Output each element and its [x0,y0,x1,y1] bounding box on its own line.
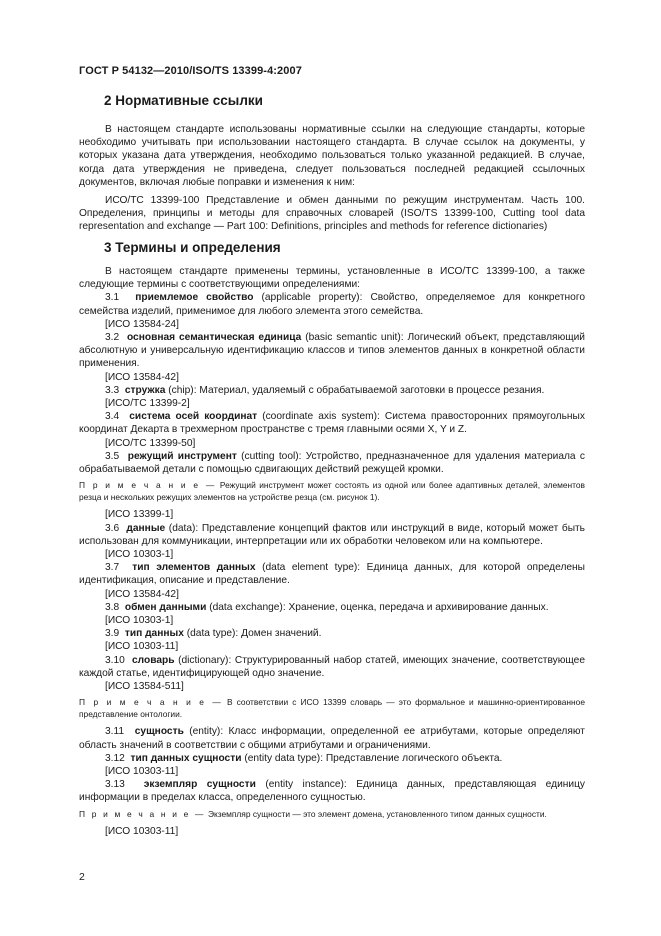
term-number: 3.6 [105,522,120,534]
term-definition [79,654,585,680]
term-note [79,480,585,503]
term-source-reference: [ИСО 10303-1] [105,549,174,561]
term-number: 3.5 [105,450,120,462]
term-entry [79,627,585,653]
term-source-reference: [ИСО/ТС 13399-2] [105,398,190,410]
note-label: П р и м е ч а н и е — [79,808,206,819]
term-description: (data): Представление концепций фактов или инструкций в виде, который может быть использован для коммуникации, интерпретации или их обработки человеком или на компьютере. [79,522,585,547]
term-source-reference: [ИСО 10303-11] [105,641,179,653]
term-name: сущность [134,726,184,738]
note-label: П р и м е ч а н и е — [79,480,217,491]
term-name: система осей координат [129,411,258,423]
term-description: (entity): Класс информации, определенной ее атрибутами, которые определяют область значений в соответствии с общими атрибутами и ограничениями. [79,726,585,751]
term-description: (coordinate axis system): Система правосторонних прямоугольных координат Декарта в трехмерном пространстве с тремя главными осями X, Y и Z. [79,411,585,436]
term-description: (applicable property): Свойство, определяемое для конкретного семейства изделий, применимое для любого элемента этого семейства. [79,292,585,317]
section-3-body [79,265,585,838]
term-definition [79,627,585,640]
term-definition [79,291,585,317]
term-definition [79,725,585,751]
term-description: (data element type): Единица данных, для которой определены идентификация, описание и представление. [79,562,586,587]
term-note [79,809,585,821]
term-entry [79,778,585,838]
term-name: обмен данными [124,601,207,613]
term-entry [79,291,585,331]
term-entry [79,654,585,721]
term-description: (data type): Домен значений. [186,628,322,640]
term-definition [79,410,585,436]
term-number: 3.8 [105,601,120,613]
term-definition [79,752,585,765]
term-number: 3.10 [105,654,125,666]
term-number: 3.7 [105,562,120,574]
term-definition [79,450,585,476]
term-description: (dictionary): Структурированный набор статей, имеющих значение, соответствующее каждой статье, идентифицирующей одно значение. [79,654,585,679]
section-2-body [79,123,585,234]
terms-list [79,291,585,838]
term-number: 3.9 [105,628,120,640]
term-source-reference: [ИСО 10303-1] [105,615,174,627]
term-note [79,697,585,720]
term-description: (entity data type): Представление логического объекта. [244,752,503,764]
term-number: 3.11 [105,726,125,738]
term-number: 3.3 [105,384,120,396]
term-description: (entity instance): Единица данных, представляющая единицу информации в пределах класса, определенного сущностью. [79,779,586,804]
term-entry [79,331,585,384]
term-entry [79,725,585,751]
term-name: тип данных сущности [130,752,242,764]
term-source-reference: [ИСО 10303-11] [105,826,179,838]
term-description: (chip): Материал, удаляемый с обрабатываемой заготовки в процессе резания. [168,384,545,396]
term-entry [79,752,585,778]
term-number: 3.13 [105,779,125,791]
term-definition [79,778,585,804]
section-3-title: 3 Термины и определения [104,240,281,255]
term-entry [79,522,585,562]
term-name: основная семантическая единица [126,332,302,344]
document-header-code: ГОСТ Р 54132—2010/ISO/TS 13399-4:2007 [79,65,302,77]
term-description: (cutting tool): Устройство, предназначенное для удаления материала с обрабатываемой детали с помощью сдвигающих действий режущей кромки. [79,450,585,476]
term-description: (basic semantic unit): Логический объект, представляющий абсолютную и универсальную идентификацию классов и типов элементов данных в конкретной области применения. [79,332,585,370]
term-name: словарь [131,654,175,666]
term-name: данные [126,522,166,534]
term-name: стружка [124,384,166,396]
term-source-reference: [ИСО 10303-11] [105,766,179,778]
term-entry [79,561,585,601]
term-source-reference: [ИСО/ТС 13399-50] [105,437,196,449]
term-number: 3.12 [105,752,125,764]
term-entry [79,450,585,522]
page-number: 2 [79,871,85,883]
term-definition [79,561,585,587]
term-name: тип данных [124,628,184,640]
term-name: режущий инструмент [127,450,237,462]
term-name: тип элементов данных [132,562,256,574]
term-source-reference: [ИСО 13584-24] [105,318,179,330]
term-entry [79,601,585,627]
term-name: экземпляр сущности [143,779,256,791]
term-source-reference: [ИСО 13584-42] [105,371,179,383]
term-number: 3.4 [105,411,120,423]
term-source-reference: [ИСО 13399-1] [105,509,174,521]
term-definition [79,522,585,548]
term-number: 3.1 [105,292,120,304]
note-text: Режущий инструмент может состоять из одной или более адаптивных деталей, элементов резца и нескольких режущих элементов на устройстве резца (см. рисунок 1). [79,480,585,502]
section-2-paragraph: В настоящем стандарте использованы нормативные ссылки на следующие стандарты, которые необходимо учитывать при использовании настоящего стандарта. В случае ссылок на документы, у которых указана дата утверждения, необходимо пользоваться только указанной редакцией. В случае, когда дата утверждения не приведена, следует пользоваться последней редакцией ссылочных документов, включая любые поправки и изменения к ним: [79,124,585,188]
note-label: П р и м е ч а н и е — [79,697,223,708]
term-entry [79,410,585,450]
term-description: (data exchange): Хранение, оценка, передача и архивирование данных. [209,601,549,613]
term-definition [79,331,585,371]
note-text: Экземпляр сущности — это элемент домена, установленного типом данных сущности. [207,808,547,819]
term-name: приемлемое свойство [135,292,254,304]
note-text: В соответствии с ИСО 13399 словарь — это формальное и машинно-ориентированное представление онтологии. [79,697,585,719]
section-2-title: 2 Нормативные ссылки [104,93,263,108]
term-number: 3.2 [105,332,120,344]
section-3-intro: В настоящем стандарте применены термины, установленные в ИСО/ТС 13399-100, а также следующие термины с соответствующими определениями: [79,266,585,291]
term-definition [79,601,585,614]
term-definition [79,384,585,397]
term-source-reference: [ИСО 13584-511] [105,681,184,693]
term-source-reference: [ИСО 13584-42] [105,588,179,600]
term-entry [79,384,585,410]
normative-reference: ИСО/ТС 13399-100 Представление и обмен данными по режущим инструментам. Часть 100. Определения, принципы и методы для справочных словарей (ISO/TS 13399-100, Cutting tool data representation and exchange — Part 100: Definitions, principles and methods for reference dictionaries) [79,195,585,233]
